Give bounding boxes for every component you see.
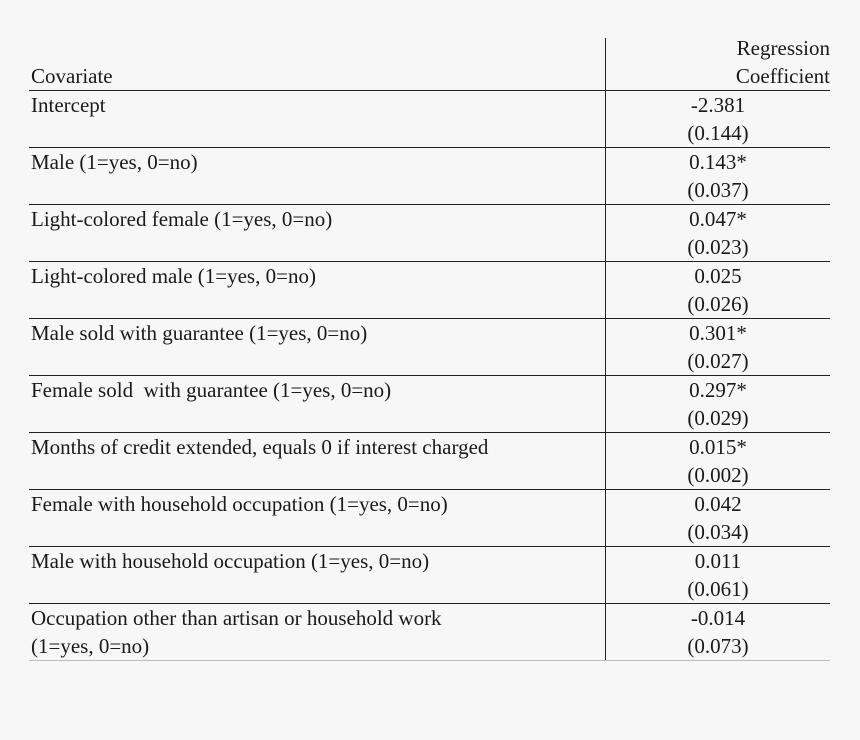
header-coefficient-line2: Coefficient <box>735 64 830 88</box>
coefficient-value: 0.143* <box>689 150 747 174</box>
header-covariate: Covariate <box>31 64 113 88</box>
covariate-label: Male with household occupation (1=yes, 0=no) <box>31 549 430 573</box>
coefficient-cell <box>606 319 830 375</box>
coefficient-value: 0.011 <box>694 549 742 573</box>
covariate-label <box>31 604 591 660</box>
table-row <box>29 376 830 433</box>
standard-error: (0.073) <box>687 634 749 658</box>
table-row <box>29 490 830 547</box>
covariate-label: Light-colored female (1=yes, 0=no) <box>31 207 333 231</box>
coefficient-cell <box>606 91 830 147</box>
header-coefficient-line1: Regression <box>736 36 830 60</box>
standard-error: (0.002) <box>687 463 749 487</box>
header-coefficient <box>610 34 830 90</box>
standard-error: (0.037) <box>687 178 749 202</box>
coefficient-value: -0.014 <box>690 606 746 630</box>
coefficient-cell <box>606 490 830 546</box>
coefficient-cell <box>606 376 830 432</box>
coefficient-cell <box>606 604 830 660</box>
coefficient-cell <box>606 547 830 603</box>
coefficient-cell <box>606 148 830 204</box>
table-row <box>29 604 830 661</box>
covariate-label-line2: (1=yes, 0=no) <box>31 634 150 658</box>
table-row <box>29 433 830 490</box>
table-row <box>29 205 830 262</box>
covariate-label: Months of credit extended, equals 0 if interest charged <box>31 435 489 459</box>
standard-error: (0.144) <box>687 121 749 145</box>
coefficient-value: 0.025 <box>694 264 742 288</box>
table-row <box>29 547 830 604</box>
coefficient-value: 0.015* <box>689 435 747 459</box>
covariate-label: Light-colored male (1=yes, 0=no) <box>31 264 316 288</box>
covariate-label: Female sold with guarantee (1=yes, 0=no) <box>31 378 392 402</box>
regression-table <box>29 38 830 661</box>
standard-error: (0.023) <box>687 235 749 259</box>
table-row <box>29 91 830 148</box>
coefficient-cell <box>606 262 830 318</box>
covariate-label: Female with household occupation (1=yes, 0=no) <box>31 492 448 516</box>
covariate-label: Intercept <box>31 93 106 117</box>
standard-error: (0.034) <box>687 520 749 544</box>
covariate-label-line1: Occupation other than artisan or household work <box>31 606 442 630</box>
standard-error: (0.026) <box>687 292 749 316</box>
table-row <box>29 319 830 376</box>
standard-error: (0.027) <box>687 349 749 373</box>
covariate-label: Male (1=yes, 0=no) <box>31 150 198 174</box>
coefficient-value: 0.042 <box>694 492 742 516</box>
table-header <box>29 38 830 91</box>
coefficient-value: 0.297* <box>689 378 747 402</box>
coefficient-cell <box>606 205 830 261</box>
standard-error: (0.029) <box>687 406 749 430</box>
coefficient-cell <box>606 433 830 489</box>
standard-error: (0.061) <box>687 577 749 601</box>
coefficient-value: 0.047* <box>689 207 747 231</box>
table-row <box>29 262 830 319</box>
covariate-label: Male sold with guarantee (1=yes, 0=no) <box>31 321 368 345</box>
table-row <box>29 148 830 205</box>
coefficient-value: 0.301* <box>689 321 747 345</box>
coefficient-value: -2.381 <box>690 93 746 117</box>
